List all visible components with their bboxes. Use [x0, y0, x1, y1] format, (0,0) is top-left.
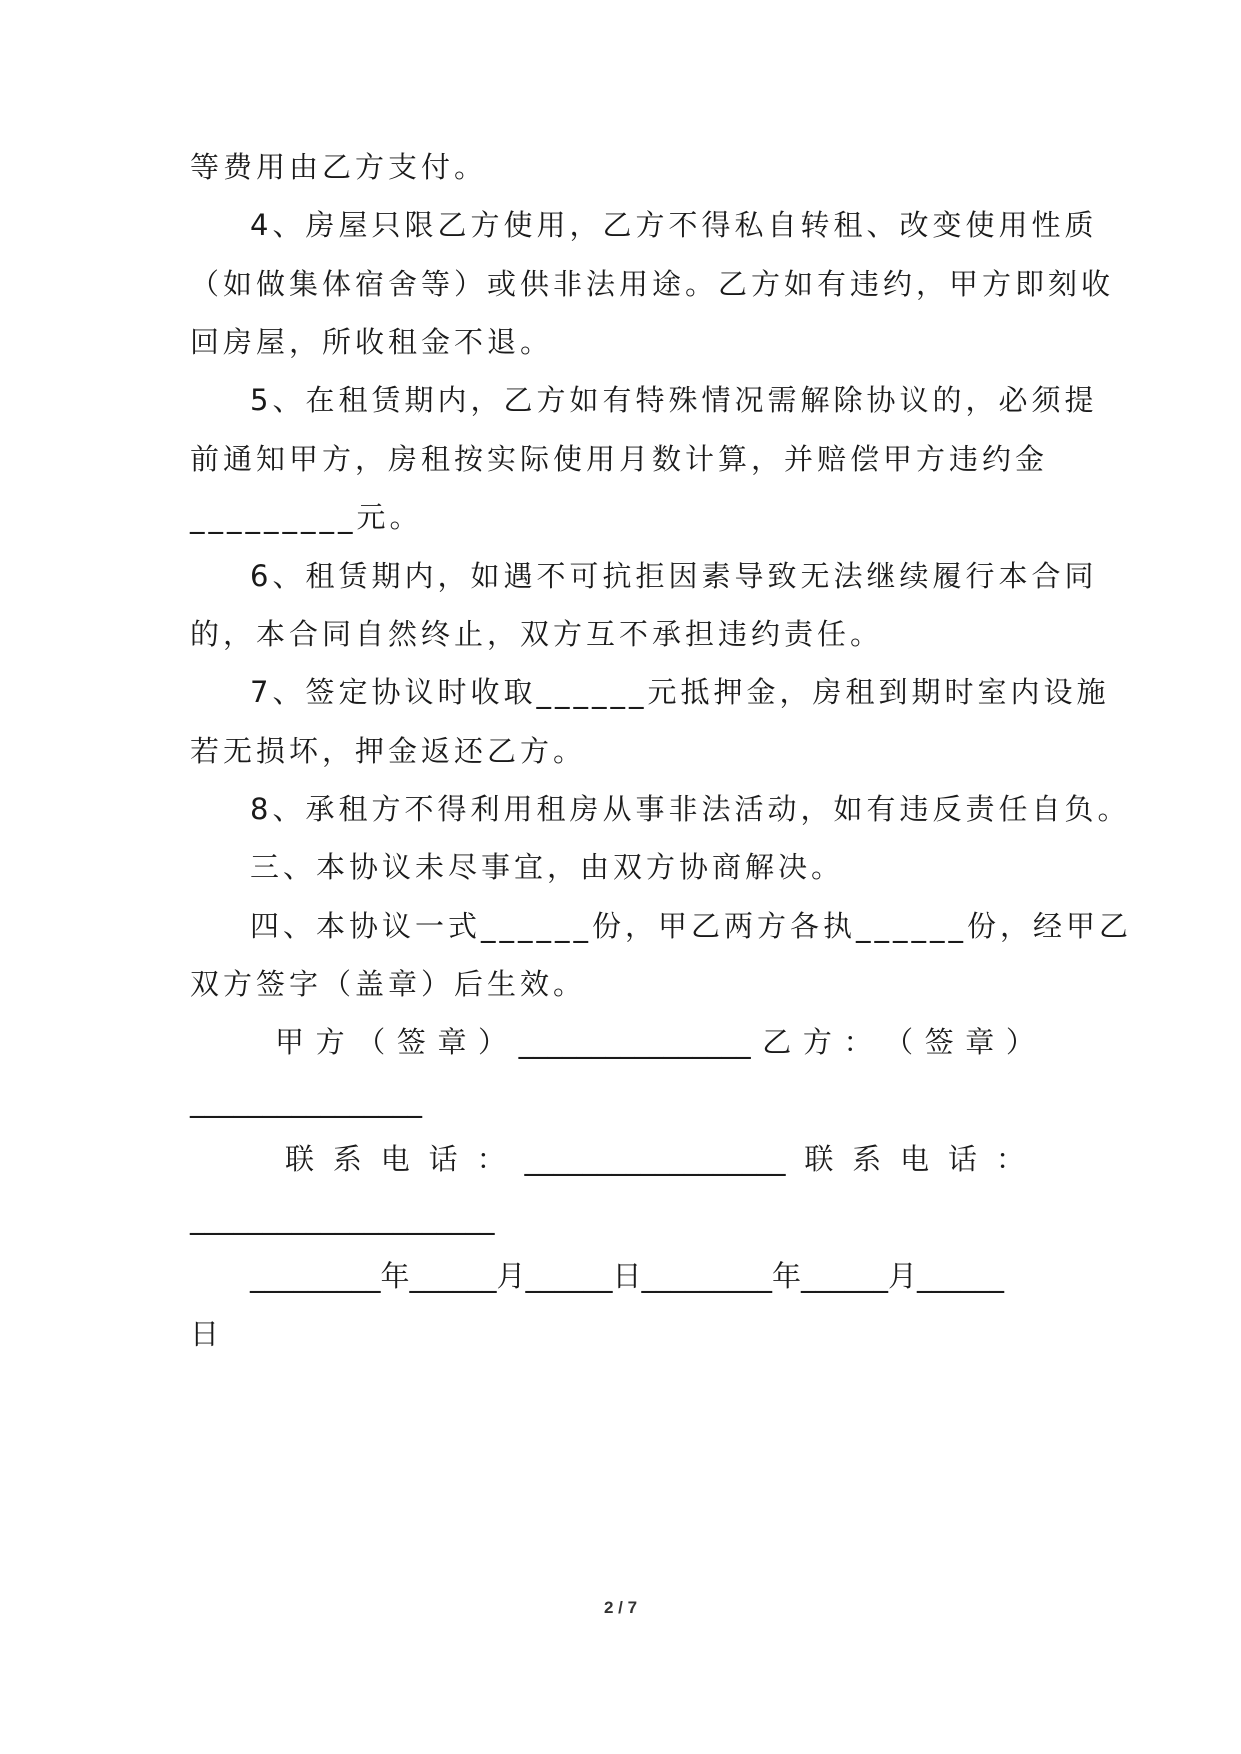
text-line: _________元。	[190, 500, 423, 534]
text-line: 前通知甲方，房租按实际使用月数计算，并赔偿甲方违约金	[190, 442, 1049, 476]
signature-token: ：	[843, 1025, 873, 1059]
text-line: （如做集体宿舍等）或供非法用途。乙方如有违约，甲方即刻收	[190, 267, 1115, 301]
phone-token: 电	[380, 1142, 410, 1176]
phone-token: 电	[900, 1142, 930, 1176]
signature-token: （	[356, 1025, 386, 1059]
signature-token: 甲	[275, 1025, 305, 1059]
phone-blank: __________________	[524, 1142, 786, 1176]
text-line: 四、本协议一式______份，甲乙两方各执______份，经甲乙	[250, 909, 1133, 943]
text-line: 双方签字（盖章）后生效。	[190, 967, 587, 1001]
text-line: 三、本协议未尽事宜，由双方协商解决。	[250, 850, 845, 884]
signature-token: （	[884, 1025, 914, 1059]
signature-token: ）	[478, 1025, 508, 1059]
signature-token: ）	[1005, 1025, 1035, 1059]
phone-token: 系	[332, 1142, 362, 1176]
signature-token: 章	[437, 1025, 467, 1059]
text-line: 若无损坏，押金返还乙方。	[190, 734, 587, 768]
text-line: 5、在租赁期内，乙方如有特殊情况需解除协议的，必须提	[250, 383, 1098, 417]
text-line: 等费用由乙方支付。	[190, 150, 488, 184]
signature-token: 签	[924, 1025, 954, 1059]
phone-row	[285, 1141, 1025, 1177]
text-line: 6、租赁期内，如遇不可抗拒因素导致无法继续履行本合同	[250, 559, 1098, 593]
phone-blank-line: _____________________	[190, 1201, 495, 1235]
signature-token: 方	[315, 1025, 345, 1059]
date-tail: 日	[190, 1317, 224, 1351]
signature-token: 章	[965, 1025, 995, 1059]
phone-token: 系	[852, 1142, 882, 1176]
date-row: _________年______月______日_________年______月______	[250, 1259, 1005, 1293]
phone-token: 联	[804, 1142, 834, 1176]
text-line: 回房屋，所收租金不退。	[190, 325, 554, 359]
phone-token: 联	[285, 1142, 315, 1176]
phone-token: 话	[948, 1142, 978, 1176]
phone-token: 话	[428, 1142, 458, 1176]
phone-token: ：	[995, 1142, 1025, 1176]
phone-token: ：	[476, 1142, 506, 1176]
text-line: 7、签定协议时收取______元抵押金，房租到期时室内设施	[250, 675, 1110, 709]
signature-blank-line: ________________	[190, 1084, 422, 1118]
text-line: 4、房屋只限乙方使用，乙方不得私自转租、改变使用性质	[250, 208, 1098, 242]
signature-token: 签	[396, 1025, 426, 1059]
signature-blank: ________________	[518, 1025, 751, 1059]
signature-row	[275, 1024, 1035, 1060]
page-number: 2 / 7	[603, 1598, 638, 1617]
signature-token: 乙	[762, 1025, 792, 1059]
text-line: 8、承租方不得利用租房从事非法活动，如有违反责任自负。	[250, 792, 1131, 826]
signature-token: 方	[802, 1025, 832, 1059]
text-line: 的，本合同自然终止，双方互不承担违约责任。	[190, 617, 884, 651]
